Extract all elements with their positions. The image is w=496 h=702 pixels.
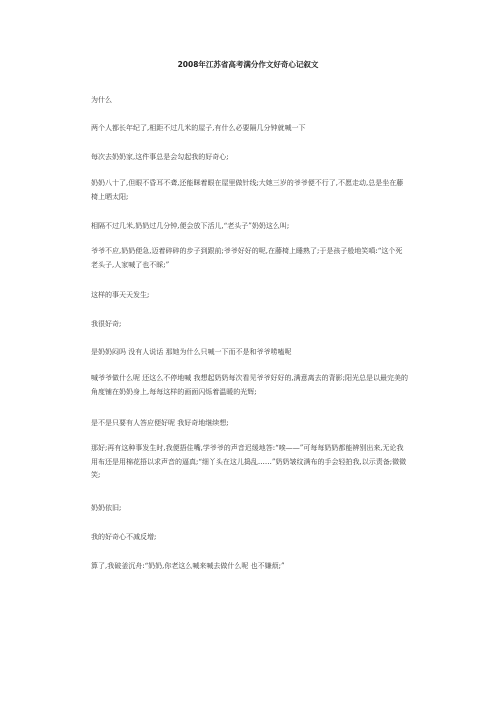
paragraph-5: 相隔不过几米,奶奶过几分钟,便会放下活儿,“老头子”奶奶这么叫; [91, 222, 290, 230]
paragraph-8: 我很好奇; [91, 320, 122, 328]
paragraph-6: 爷爷不应,奶奶便急,迈着碎碎的步子到跟前;爷爷好好的呢,在藤椅上睡熟了;于是孩子般地笑嗔:“这个死老头子,人家喊了也不睬;” [91, 247, 403, 269]
paragraph-14: 我的好奇心不减反增; [91, 533, 157, 541]
document-title: 2008年江苏省高考满分作文好奇心记叙文 [177, 60, 319, 69]
paragraph-12: 那好;再有这种事发生时,我便捂住嘴,学爷爷的声音迟缓地答:“唉——”可每每奶奶都能辨别出来,无论我用布还是用棉花捂以求声音的逼真;“细丫头在这儿捣乱……”奶奶皱纹满布的手会轻拍我,以示责备;微微笑; [91, 444, 407, 479]
paragraph-13: 奶奶依旧; [91, 504, 122, 512]
paragraph-7: 这样的事天天发生; [91, 291, 150, 299]
paragraph-10: 喊爷爷做什么呢 还这么不停地喊 我想起奶奶每次看见爷爷好好的,满意离去的背影;阳光总是以最完美的角度铺在奶奶身上,每每这样的画面闪烁着温暖的光辉; [91, 374, 409, 396]
paragraph-3: 每次去奶奶家,这件事总是会勾起我的好奇心; [91, 153, 229, 161]
paragraph-1: 为什么 [91, 96, 112, 104]
paragraph-11: 是不是只要有人答应便好呢 我好奇地继续想; [91, 419, 229, 427]
paragraph-4: 奶奶八十了,但眼不昏耳不聋,还能眯着眼在屋里做针线;大她三岁的爷爷便不行了,不愿走动,总是坐在藤椅上晒太阳; [91, 179, 404, 201]
paragraph-9: 是奶奶闷吗 没有人说话 那她为什么只喊一下而不是和爷爷唠嗑呢 [91, 348, 292, 356]
paragraph-15: 算了,我破釜沉舟:“奶奶,你老这么喊来喊去做什么呢 也不嫌烦;” [91, 562, 285, 570]
paragraph-2: 两个人都长年纪了,相距不过几米的屋子,有什么必要隔几分钟就喊一下 [91, 124, 306, 132]
